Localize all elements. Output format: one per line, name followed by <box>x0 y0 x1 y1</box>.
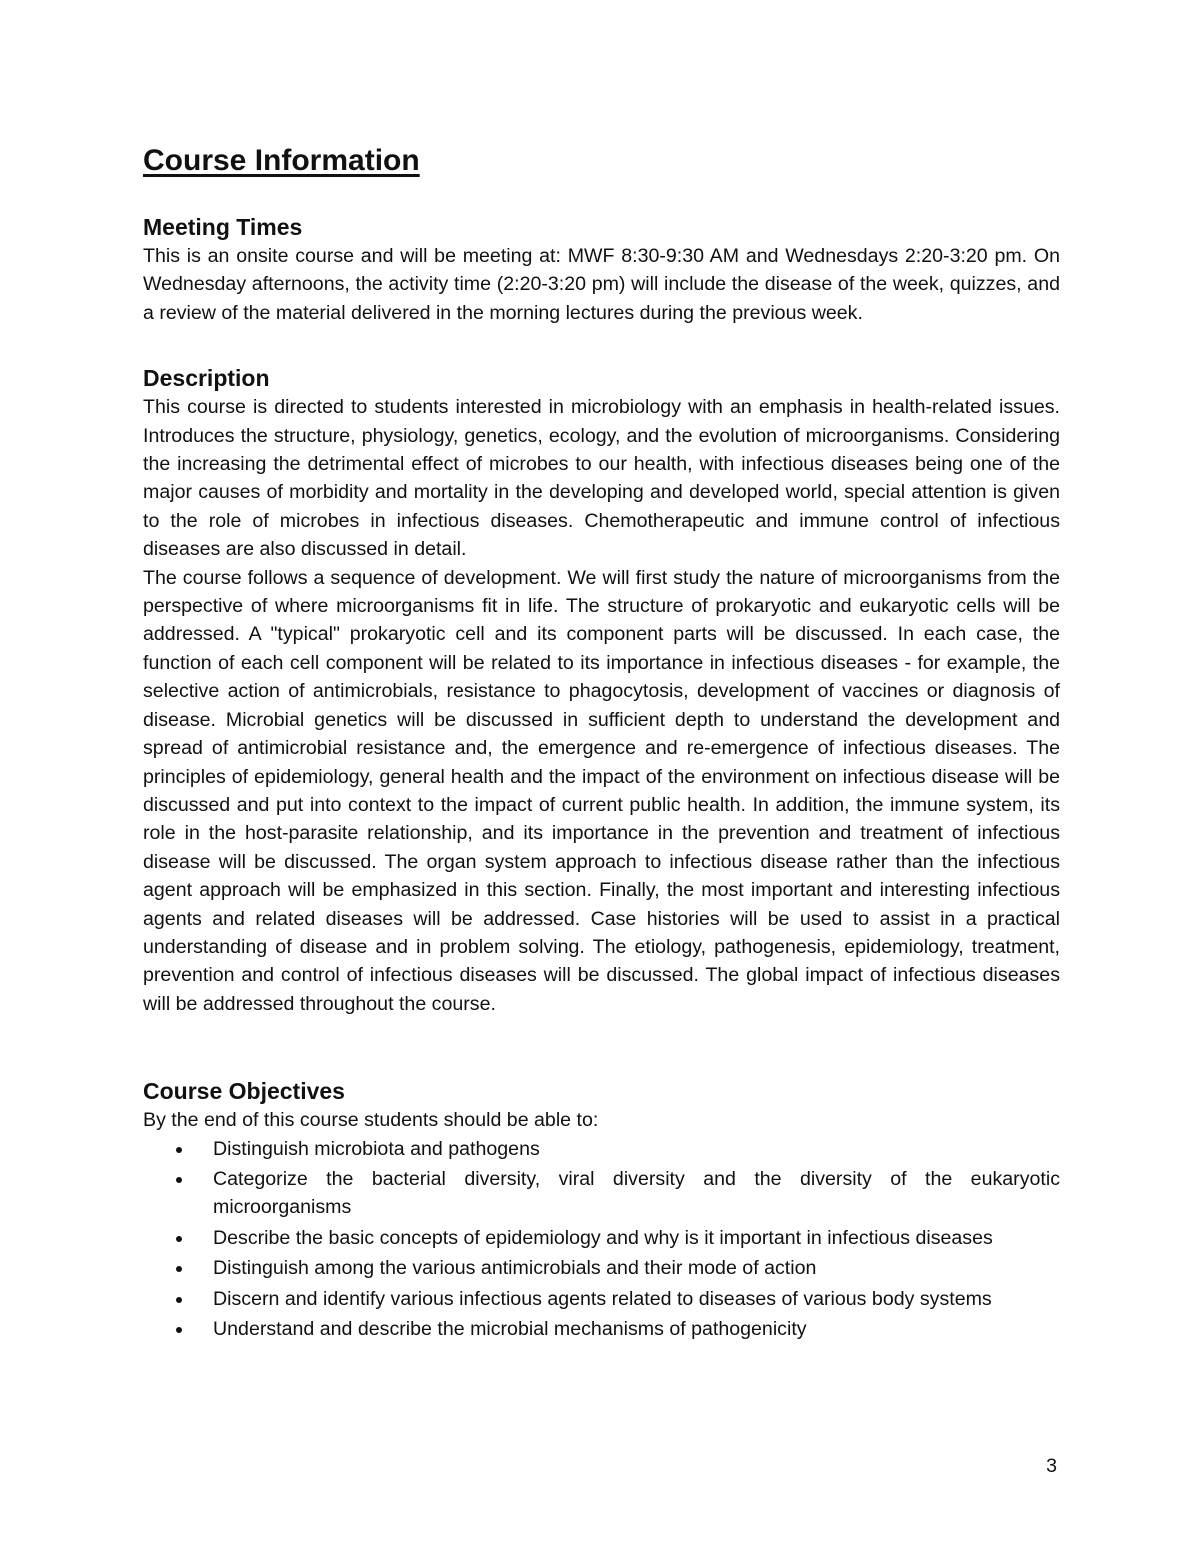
objective-text: Discern and identify various infectious agents related to diseases of various body systems <box>213 1287 992 1310</box>
objective-text: Distinguish among the various antimicrobials and their mode of action <box>213 1257 817 1280</box>
bullet-icon <box>176 1297 182 1303</box>
bullet-icon <box>176 1327 182 1333</box>
objective-text: Describe the basic concepts of epidemiology and why is it important in infectious diseases <box>213 1226 993 1249</box>
document-page <box>143 140 1060 1345</box>
list-item <box>143 1315 1060 1343</box>
page-title: Course Information <box>143 144 420 177</box>
description-paragraph-2: The course follows a sequence of development. We will first study the nature of microorganisms from the perspective of where microorganisms fit in life. The structure of prokaryotic and eukaryotic cells will be addressed. A "typical" prokaryotic cell and its component parts will be discussed. In each case, the function of each cell component will be related to its importance in infectious diseases - for example, the selective action of antimicrobials, resistance to phagocytosis, development of vaccines or diagnosis of disease. Microbial genetics will be discussed in sufficient depth to understand the development and spread of antimicrobial resistance and, the emergence and re-emergence of infectious diseases. The principles of epidemiology, general health and the impact of the environment on infectious disease will be discussed and put into context to the impact of current public health. In addition, the immune system, its role in the host-parasite relationship, and its importance in the prevention and treatment of infectious disease will be discussed. The organ system approach to infectious disease rather than the infectious agent approach will be emphasized in this section. Finally, the most important and interesting infectious agents and related diseases will be addressed. Case histories will be used to assist in a practical understanding of disease and in problem solving. The etiology, pathogenesis, epidemiology, treatment, prevention and control of infectious diseases will be discussed. The global impact of infectious diseases will be addressed throughout the course. <box>143 566 1060 1015</box>
meeting-times-section <box>143 212 1060 327</box>
objective-text: Categorize the bacterial diversity, viral diversity and the diversity of the eukaryotic microorganisms <box>213 1167 1060 1219</box>
course-objectives-section <box>143 1076 1060 1343</box>
meeting-times-heading: Meeting Times <box>143 214 303 240</box>
list-item <box>143 1224 1060 1252</box>
meeting-times-text: This is an onsite course and will be meeting at: MWF 8:30-9:30 AM and Wednesdays 2:20-3:20 pm. On Wednesday afternoons, the activity time (2:20-3:20 pm) will include the disease of the week, quizzes, and a review of the material delivered in the morning lectures during the previous week. <box>143 245 1060 324</box>
list-item <box>143 1254 1060 1282</box>
objective-text: Understand and describe the microbial mechanisms of pathogenicity <box>213 1318 807 1340</box>
bullet-icon <box>176 1147 182 1153</box>
course-objectives-heading: Course Objectives <box>143 1078 345 1105</box>
list-item <box>143 1165 1060 1222</box>
description-paragraph-1: This course is directed to students interested in microbiology with an emphasis in health-related issues. Introduces the structure, physiology, genetics, ecology, and the evolution of microorganisms. Considering the increasing the detrimental effect of microbes to our health, with infectious diseases being one of the major causes of morbidity and mortality in the developing and developed world, special attention is given to the role of microbes in infectious diseases. Chemotherapeutic and immune control of infectious diseases are also discussed in detail. <box>143 396 1060 561</box>
description-section <box>143 363 1060 1018</box>
objective-text: Distinguish microbiota and pathogens <box>213 1137 540 1160</box>
list-item <box>143 1285 1060 1313</box>
page-number: 3 <box>1046 1455 1057 1477</box>
bullet-icon <box>176 1266 182 1272</box>
course-objectives-intro: By the end of this course students should be able to: <box>143 1109 599 1132</box>
bullet-icon <box>176 1177 182 1183</box>
bullet-icon <box>176 1236 182 1242</box>
objectives-list <box>143 1135 1060 1344</box>
list-item <box>143 1135 1060 1163</box>
description-heading: Description <box>143 365 270 392</box>
